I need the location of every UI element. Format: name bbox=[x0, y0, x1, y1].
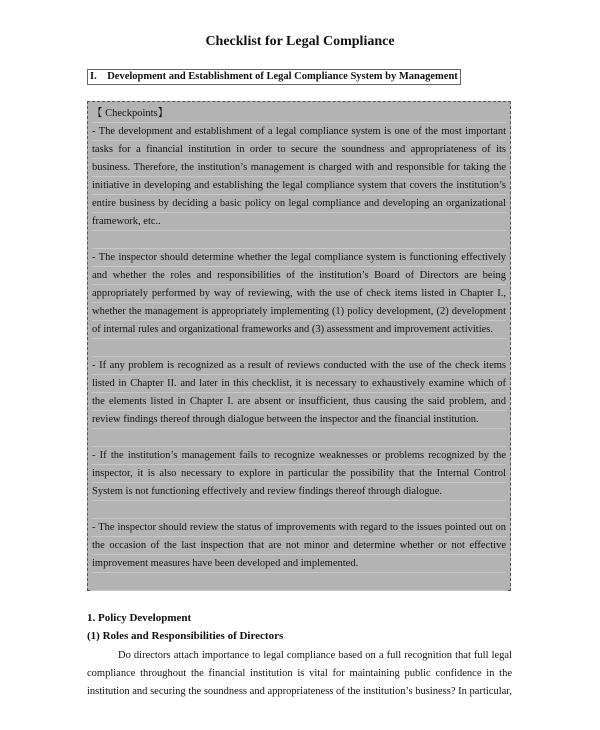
checkpoint-line: appropriately performed by way of reviewing, with the use of check items listed in Chapter I., bbox=[92, 285, 506, 303]
checkpoint-line: improvement measures have been developed and implemented. bbox=[92, 555, 506, 573]
checkpoint-line: tasks for a financial institution in order to secure the soundness and appropriateness of its bbox=[92, 141, 506, 159]
body-line: Do directors attach importance to legal compliance based on a full recognition that full legal bbox=[118, 650, 512, 661]
checkpoint-line bbox=[92, 573, 506, 591]
checkpoint-line bbox=[92, 339, 506, 357]
checkpoint-line: - If any problem is recognized as a result of reviews conducted with the use of the check items bbox=[92, 357, 506, 375]
checkpoint-line bbox=[92, 501, 506, 519]
body-line: compliance throughout the financial institution is vital for maintaining public confidence in the bbox=[87, 668, 512, 679]
checkpoints-box bbox=[87, 101, 511, 591]
checkpoint-line: business. Therefore, the institution’s management is charged with and responsible for taking the bbox=[92, 159, 506, 177]
checkpoints-label: 【 Checkpoints】 bbox=[92, 105, 506, 123]
checkpoint-line: System is not functioning effectively and review findings thereof through dialogue. bbox=[92, 483, 506, 501]
checkpoint-line: - If the institution’s management fails to recognize weaknesses or problems recognized by the bbox=[92, 447, 506, 465]
checkpoint-line: of internal rules and organizational frameworks and (3) assessment and improvement activities. bbox=[92, 321, 506, 339]
checkpoint-line: initiative in developing and establishing the legal compliance system that covers the institution’s bbox=[92, 177, 506, 195]
roles-heading: (1) Roles and Responsibilities of Directors bbox=[87, 630, 284, 642]
checkpoint-line bbox=[92, 231, 506, 249]
checkpoint-line: - The inspector should review the status of improvements with regard to the issues pointed out on bbox=[92, 519, 506, 537]
body-line: institution and securing the soundness and appropriateness of the institution’s business? In particular, bbox=[87, 686, 512, 697]
checkpoint-line: review findings thereof through dialogue between the inspector and the financial institution. bbox=[92, 411, 506, 429]
checkpoint-line: the occasion of the last inspection that are not minor and determine whether or not effective bbox=[92, 537, 506, 555]
checkpoint-line: framework, etc.. bbox=[92, 213, 506, 231]
checkpoint-line: whether the management is appropriately implementing (1) policy development, (2) development bbox=[92, 303, 506, 321]
section-heading: I. Development and Establishment of Legal Compliance System by Management bbox=[87, 69, 461, 85]
checkpoint-line: - The inspector should determine whether the legal compliance system is functioning effectively bbox=[92, 249, 506, 267]
checkpoint-line: inspector, it is also necessary to explore in particular the possibility that the Internal Control bbox=[92, 465, 506, 483]
checkpoint-line bbox=[92, 429, 506, 447]
checkpoint-line: entire business by deciding a basic policy on legal compliance and developing an organizational bbox=[92, 195, 506, 213]
policy-heading: 1. Policy Development bbox=[87, 612, 192, 624]
checkpoint-line: the elements listed in Chapter I. are absent or insufficient, thus causing the said problem, and bbox=[92, 393, 506, 411]
document-title: Checklist for Legal Compliance bbox=[205, 34, 395, 49]
checkpoint-line: - The development and establishment of a legal compliance system is one of the most important bbox=[92, 123, 506, 141]
checkpoint-line: listed in Chapter II. and later in this checklist, it is necessary to exhaustively examine which of bbox=[92, 375, 506, 393]
checkpoint-line: and whether the roles and responsibilities of the institution’s Board of Directors are being bbox=[92, 267, 506, 285]
